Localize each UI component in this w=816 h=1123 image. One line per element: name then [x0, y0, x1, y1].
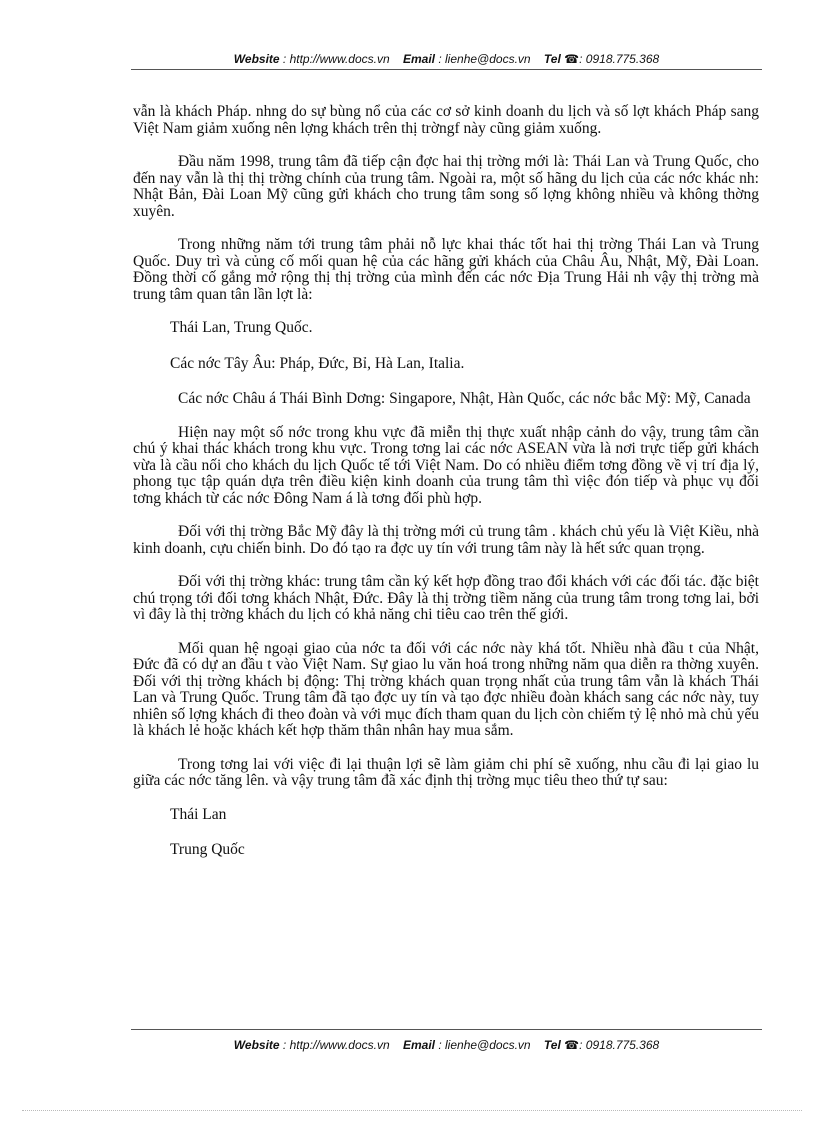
- list-item: Các nớc Tây Âu: Pháp, Đức, Bỉ, Hà Lan, Italia.: [170, 354, 465, 372]
- footer-email-label: Email: [402, 1038, 435, 1052]
- header-tel-value: : 0918.775.368: [579, 52, 660, 66]
- paragraph: Trong những năm tới trung tâm phải nỗ lực khai thác tốt hai thị trờng Thái Lan và Trung Quốc. Duy trì và củng cố mối quan hệ của các hãng gửi khách của Châu Âu, Nhật, Mỹ, Đài Loan. Đồng thời cố gắng mở rộng thị thị trờng của mình đến các nớc Địa Trung Hải nh vậy thị trờng mà trung tâm quan tân lần lợt là:: [133, 236, 759, 303]
- paragraph: Mối quan hệ ngoại giao của nớc ta đối với các nớc này khá tốt. Nhiều nhà đầu t của Nhật, Đức đã có dự an đầu t vào Việt Nam. Sự giao lu văn hoá trong những năm qua diễn ra thờng xuyên. Đối với thị trờng khách bị động: Thị trờng khách quan trọng nhất của trung tâm vẫn là khách Thái Lan và Trung Quốc. Trung tâm đã tạo đợc uy tín và tạo đợc nhiều đoàn khách sang các nớc này, tuy nhiên số lợng khách đi theo đoàn và với mục đích tham quan du lịch còn chiếm tỷ lệ nhỏ mà chủ yếu là khách lẻ hoặc khách kết hợp thăm thân nhân hay mua sắm.: [133, 639, 759, 739]
- phone-icon: ☎: [564, 52, 580, 66]
- header-email-link[interactable]: : lienhe@docs.vn: [438, 52, 531, 66]
- paragraph: Đối với thị trờng Bắc Mỹ đây là thị trờng mới củ trung tâm . khách chủ yếu là Việt Kiều, nhà kinh doanh, cựu chiến binh. Do đó tạo ra đợc uy tín với trung tâm này là hết sức quan trọng.: [133, 523, 759, 557]
- list-item: Trung Quốc: [170, 841, 245, 858]
- header-website-link[interactable]: : http://www.docs.vn: [282, 52, 390, 66]
- footer-tel-label: Tel: [543, 1038, 561, 1052]
- document-body: [133, 104, 759, 859]
- footer-email-link[interactable]: : lienhe@docs.vn: [438, 1038, 531, 1052]
- page-header: [131, 52, 762, 66]
- footer-website-label: Website: [233, 1038, 280, 1052]
- paragraph: Hiện nay một số nớc trong khu vực đã miễn thị thực xuất nhập cảnh do vậy, trung tâm cần chú ý khai thác khách trong khu vực. Trong tơng lai các nớc ASEAN vừa là nơi trực tiếp gửi khách vừa là cầu nối cho khách du lịch Quốc tế tới Việt Nam. Do có nhiều điểm tơng đồng về vị trí địa lý, phong tục tập quán dựa trên điều kiện kinh doanh của trung tâm thì việc đón tiếp và phục vụ đối tơng khách từ các nớc Đông Nam á là tơng đối phù hợp.: [133, 423, 759, 507]
- footer-divider: [131, 1029, 762, 1030]
- page-footer: [131, 1038, 762, 1052]
- header-tel-label: Tel: [543, 52, 561, 66]
- paragraph: Đầu năm 1998, trung tâm đã tiếp cận đợc hai thị trờng mới là: Thái Lan và Trung Quốc, cho đến nay vẫn là thị thị trờng chính của trung tâm. Ngoài ra, một số hãng du lịch của các nớc khác nh: Nhật Bản, Đài Loan Mỹ cũng gửi khách cho trung tâm song số lợng không nhiều và không thờng xuyên.: [133, 153, 759, 220]
- header-email-label: Email: [402, 52, 435, 66]
- paragraph: vẫn là khách Pháp. nhng do sự bùng nổ của các cơ sở kinh doanh du lịch và số lợt khách Pháp sang Việt Nam giảm xuống nên lợng khách trên thị trờngf này cũng giảm xuống.: [133, 103, 759, 137]
- paragraph: Các nớc Châu á Thái Bình Dơng: Singapore, Nhật, Hàn Quốc, các nớc bắc Mỹ: Mỹ, Canada: [178, 390, 751, 407]
- phone-icon: ☎: [564, 1038, 580, 1052]
- page-bottom-border: [22, 1110, 802, 1111]
- list-item: Thái Lan, Trung Quốc.: [170, 319, 313, 336]
- footer-tel-value: : 0918.775.368: [579, 1038, 660, 1052]
- paragraph: Đối với thị trờng khác: trung tâm cần ký kết hợp đồng trao đổi khách với các đối tác. đặc biệt chú trọng tới đối tơng khách Nhật, Đức. Đây là thị trờng tiềm năng của trung tâm trong tơng lai, bởi vì đây là thị trờng khách du lịch có khả năng chi tiêu cao trên thế giới.: [133, 573, 759, 623]
- header-divider: [131, 69, 762, 70]
- paragraph: Trong tơng lai với việc đi lại thuận lợi sẽ làm giảm chi phí sẽ xuống, nhu cầu đi lại giao lu giữa các nớc tăng lên. và vậy trung tâm đã xác định thị trờng mục tiêu theo thứ tự sau:: [133, 755, 759, 789]
- footer-website-link[interactable]: : http://www.docs.vn: [282, 1038, 390, 1052]
- header-website-label: Website: [233, 52, 280, 66]
- list-item: Thái Lan: [170, 805, 227, 823]
